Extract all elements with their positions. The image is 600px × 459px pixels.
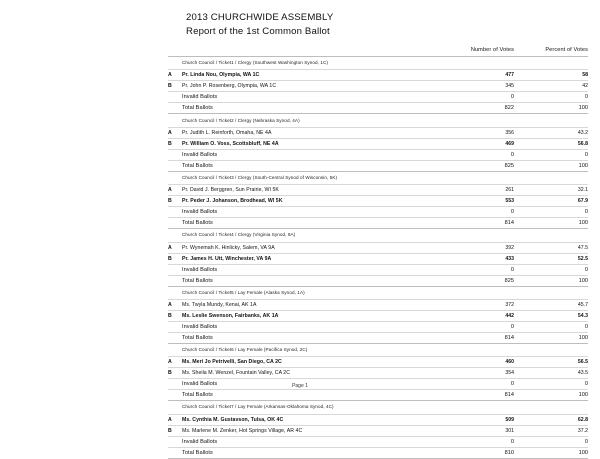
percent-value: 0 [584,266,588,273]
votes-value: 356 [505,129,514,136]
percent-value: 0 [584,151,588,158]
votes-value: 477 [505,72,514,79]
ballot-section [168,56,588,113]
candidate-name: Ms. Marlene M. Zenker, Hot Springs Village, AR 4C [182,427,303,434]
candidate-name: Pr. David J. Berggren, Sun Prairie, WI 5K [182,187,279,194]
candidate-marker: A [168,244,172,251]
percent-value: 100 [578,334,588,341]
total-ballots-row [168,217,588,228]
candidate-row [168,138,588,149]
candidate-row [168,195,588,206]
candidate-row [168,356,588,367]
ballot-section-title: Church Council / Ticket5 / Lay Female (Alaska Synod, 1A) [168,286,588,299]
percent-value: 100 [578,277,588,284]
votes-value: 822 [504,105,514,112]
total-ballots-label: Total Ballots [182,449,213,456]
votes-value: 372 [505,301,514,308]
candidate-name: Pr. Judith L. Reinforth, Omaha, NE 4A [182,129,272,136]
invalid-ballots-row [168,91,588,102]
total-ballots-label: Total Ballots [182,105,213,112]
ballot-section [168,228,588,285]
document-title: 2013 CHURCHWIDE ASSEMBLY [186,12,334,23]
candidate-row [168,242,588,253]
votes-value: 442 [505,312,514,319]
candidate-row [168,299,588,310]
votes-value: 825 [504,277,514,284]
candidate-name: Ms. Leslie Swenson, Fairbanks, AK 1A [182,312,279,319]
candidate-marker: B [168,312,172,319]
invalid-ballots-label: Invalid Ballots [182,381,218,388]
percent-value: 100 [578,105,588,112]
votes-value: 301 [505,427,514,434]
votes-value: 509 [505,416,514,423]
percent-value: 100 [578,449,588,456]
ballot-section-title: Church Council / Ticket2 / Clergy (Nebraska Synod, 4A) [168,113,588,126]
candidate-marker: A [168,359,172,366]
votes-value: 469 [505,140,514,147]
total-ballots-row [168,160,588,171]
ballot-section-title: Church Council / Ticket1 / Clergy (Southwest Washington Synod, 1C) [168,56,588,69]
candidate-marker: B [168,370,172,377]
votes-value: 345 [505,83,514,90]
percent-value: 67.9 [577,198,588,205]
percent-value: 54.3 [577,312,588,319]
percent-value: 0 [584,438,588,445]
percent-value: 58 [582,72,588,79]
candidate-name: Pr. Peder J. Johanson, Brodhead, WI 5K [182,198,283,205]
invalid-ballots-label: Invalid Ballots [182,94,218,101]
percent-value: 100 [578,220,588,227]
candidate-marker: A [168,129,172,136]
candidate-row [168,69,588,80]
percent-value: 47.5 [577,244,588,251]
candidate-row [168,367,588,378]
votes-value: 0 [510,323,514,330]
candidate-marker: A [168,72,172,79]
total-ballots-label: Total Ballots [182,277,213,284]
ballot-section [168,400,588,457]
percent-value: 100 [578,162,588,169]
candidate-marker: A [168,301,172,308]
total-ballots-label: Total Ballots [182,162,213,169]
document-subtitle: Report of the 1st Common Ballot [186,26,330,37]
invalid-ballots-label: Invalid Ballots [182,209,218,216]
candidate-row [168,80,588,91]
percent-value: 56.5 [577,359,588,366]
percent-value: 0 [584,209,588,216]
invalid-ballots-row [168,206,588,217]
ballot-section-title: Church Council / Ticket6 / Lay Female (Pacifica Synod, 2C) [168,343,588,356]
percent-value: 0 [584,94,588,101]
total-ballots-row [168,332,588,343]
candidate-name: Pr. James H. Utt, Winchester, VA 9A [182,255,272,262]
candidate-name: Pr. John P. Rosenberg, Olympia, WA 1C [182,83,277,90]
page-footer: Page 1 [292,383,308,389]
ballot-section [168,343,588,400]
votes-value: 433 [505,255,514,262]
invalid-ballots-row [168,321,588,332]
percent-value: 37.2 [577,427,588,434]
invalid-ballots-row [168,264,588,275]
total-ballots-label: Total Ballots [182,334,213,341]
total-ballots-label: Total Ballots [182,220,213,227]
ballot-section-title: Church Council / Ticket7 / Lay Female (Arkansas-Oklahoma Synod, 4C) [168,400,588,413]
candidate-row [168,414,588,425]
total-ballots-row [168,275,588,286]
candidate-marker: B [168,255,172,262]
column-header-percent: Percent of Votes [545,47,588,53]
votes-value: 261 [505,187,514,194]
percent-value: 43.2 [577,129,588,136]
ballot-section-title: Church Council / Ticket4 / Clergy (Virginia Synod, 9A) [168,228,588,241]
ballot-results-table [0,56,600,459]
document-header [0,0,600,38]
candidate-row [168,184,588,195]
votes-value: 460 [505,359,514,366]
ballot-section [168,113,588,170]
candidate-name: Ms. Meri Jo Petrivelli, San Diego, CA 2C [182,359,282,366]
votes-value: 392 [505,244,514,251]
candidate-marker: B [168,198,172,205]
percent-value: 62.8 [577,416,588,423]
votes-value: 354 [505,370,514,377]
votes-value: 0 [510,209,514,216]
percent-value: 0 [584,323,588,330]
votes-value: 825 [504,162,514,169]
column-header-row [0,47,600,53]
percent-value: 100 [578,392,588,399]
candidate-name: Pr. William O. Voss, Scottsbluff, NE 4A [182,140,279,147]
candidate-name: Pr. Wynemah K. Hinlicky, Salem, VA 9A [182,244,275,251]
votes-value: 0 [510,94,514,101]
candidate-name: Ms. Twyla Mundy, Kenai, AK 1A [182,301,257,308]
candidate-row [168,253,588,264]
percent-value: 43.5 [577,370,588,377]
candidate-marker: A [168,187,172,194]
votes-value: 810 [504,449,514,456]
votes-value: 0 [510,438,514,445]
votes-value: 814 [504,334,514,341]
invalid-ballots-row [168,149,588,160]
percent-value: 52.5 [577,255,588,262]
total-ballots-label: Total Ballots [182,392,213,399]
percent-value: 42 [582,83,588,90]
votes-value: 814 [504,392,514,399]
candidate-marker: B [168,140,172,147]
candidate-marker: A [168,416,172,423]
percent-value: 0 [584,381,588,388]
votes-value: 553 [505,198,514,205]
candidate-row [168,127,588,138]
invalid-ballots-row [168,436,588,447]
votes-value: 0 [510,381,514,388]
ballot-section [168,171,588,228]
candidate-row [168,310,588,321]
candidate-marker: B [168,83,172,90]
percent-value: 56.8 [577,140,588,147]
votes-value: 0 [510,266,514,273]
percent-value: 32.1 [577,187,588,194]
candidate-name: Ms. Cynthia M. Gustavson, Tulsa, OK 4C [182,416,284,423]
invalid-ballots-label: Invalid Ballots [182,323,218,330]
candidate-name: Ms. Sheila M. Wenzel, Fountain Valley, CA 2C [182,370,291,377]
candidate-row [168,425,588,436]
votes-value: 0 [510,151,514,158]
invalid-ballots-label: Invalid Ballots [182,266,218,273]
candidate-marker: B [168,427,172,434]
total-ballots-row [168,102,588,113]
total-ballots-row [168,389,588,400]
ballot-section [168,286,588,343]
candidate-name: Pr. Linda Nou, Olympia, WA 1C [182,72,260,79]
percent-value: 45.7 [577,301,588,308]
total-ballots-row [168,447,588,458]
votes-value: 814 [504,220,514,227]
ballot-section-title: Church Council / Ticket3 / Clergy (South-Central Synod of Wisconsin, 5K) [168,171,588,184]
invalid-ballots-label: Invalid Ballots [182,438,218,445]
invalid-ballots-label: Invalid Ballots [182,151,218,158]
column-header-votes: Number of Votes [470,47,514,53]
